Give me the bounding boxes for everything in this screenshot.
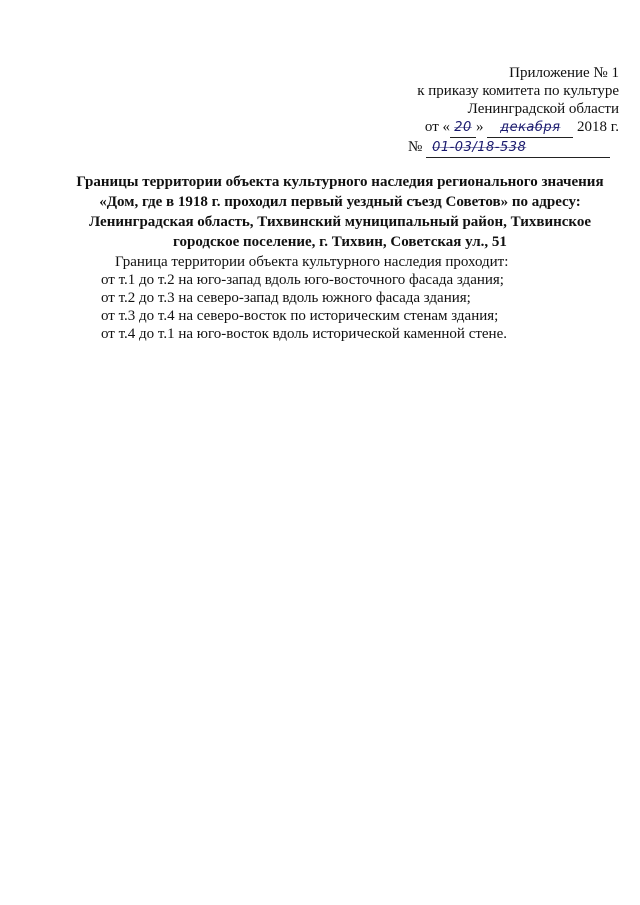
boundary-segment: от т.4 до т.1 на юго-восток вдоль исторической каменной стене. — [101, 326, 507, 342]
date-mid: » — [476, 119, 488, 135]
order-number-handwritten: 01-03/18-538 — [432, 140, 527, 155]
date-month-field — [487, 118, 573, 138]
document-title — [60, 172, 620, 252]
order-date — [359, 118, 619, 138]
date-day-handwritten: 20 — [454, 120, 472, 135]
boundary-segment: от т.3 до т.4 на северо-восток по историческим стенам здания; — [101, 308, 499, 324]
boundary-description — [101, 253, 621, 343]
date-day-field — [450, 118, 476, 138]
title-line: городское поселение, г. Тихвин, Советская ул., 51 — [173, 234, 507, 250]
boundary-segment: от т.2 до т.3 на северо-запад вдоль южного фасада здания; — [101, 290, 471, 306]
number-prefix: № — [408, 139, 423, 155]
title-line: Ленинградская область, Тихвинский муниципальный район, Тихвинское — [88, 214, 592, 230]
date-year: 2018 г. — [577, 119, 619, 135]
order-number-field — [426, 138, 610, 158]
order-number — [408, 138, 619, 158]
boundary-intro: Граница территории объекта культурного наследия проходит: — [115, 254, 509, 270]
boundary-segment: от т.1 до т.2 на юго-запад вдоль юго-восточного фасада здания; — [101, 272, 504, 288]
region-line: Ленинградской области — [467, 101, 619, 117]
date-prefix: от « — [424, 119, 451, 135]
order-reference: к приказу комитета по культуре — [417, 83, 619, 99]
date-month-handwritten: декабря — [500, 120, 561, 135]
appendix-header — [359, 64, 619, 158]
title-line: Границы территории объекта культурного наследия регионального значения — [76, 174, 604, 190]
title-line: «Дом, где в 1918 г. проходил первый уездный съезд Советов» по адресу: — [99, 194, 581, 210]
appendix-label: Приложение № 1 — [509, 65, 619, 81]
